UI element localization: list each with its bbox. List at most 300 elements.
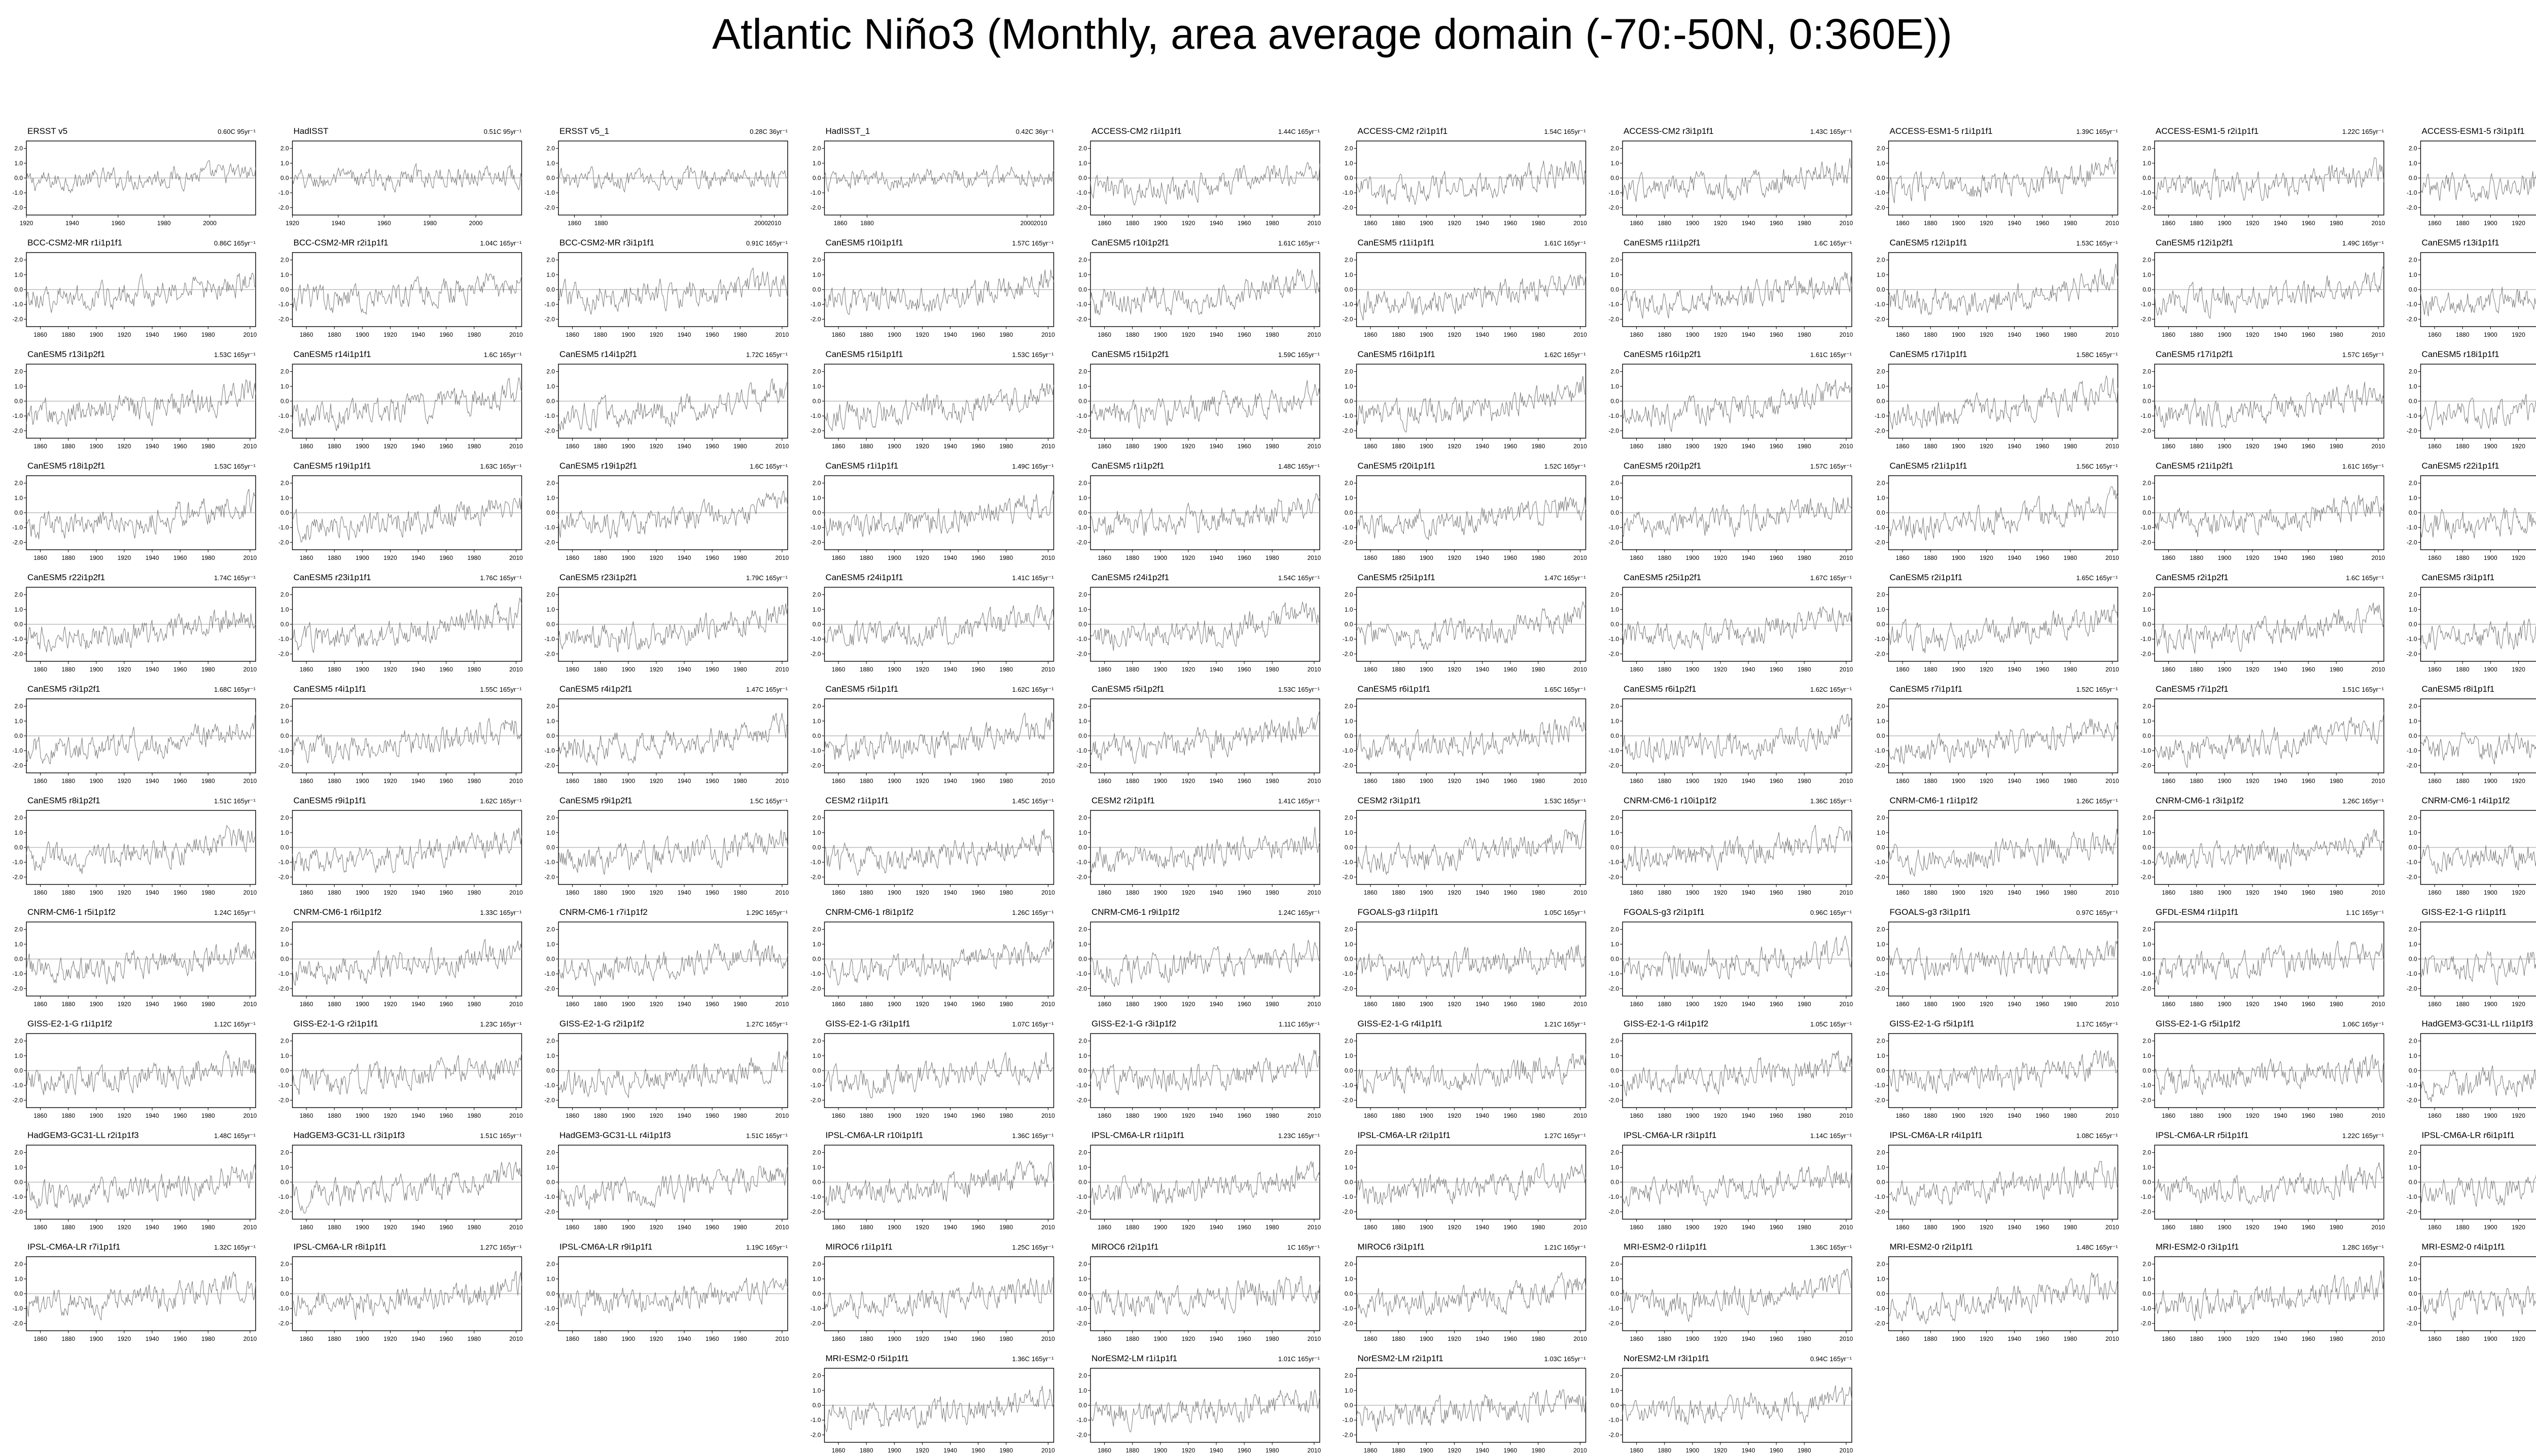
series-line bbox=[2155, 267, 2384, 318]
panel-trend: 1.22C 165yr⁻¹ bbox=[2342, 1132, 2384, 1140]
y-tick-label: -1.0 bbox=[12, 747, 23, 755]
panel bbox=[12, 238, 257, 338]
y-tick-label: 2.0 bbox=[2142, 1037, 2151, 1045]
y-tick-label: 1.0 bbox=[1344, 940, 1353, 948]
series-line bbox=[2421, 1276, 2536, 1321]
x-tick-label: 2010 bbox=[509, 443, 523, 450]
x-tick-label: 1920 bbox=[117, 1001, 131, 1008]
y-tick-label: -2.0 bbox=[2140, 204, 2151, 211]
x-tick-label: 2010 bbox=[1307, 554, 1321, 561]
series-line bbox=[1090, 827, 1320, 872]
y-tick-label: 1.0 bbox=[812, 606, 821, 613]
x-tick-label: 1880 bbox=[2190, 1335, 2204, 1342]
x-tick-label: 2010 bbox=[509, 666, 523, 673]
x-tick-label: 1900 bbox=[1419, 1447, 1433, 1454]
x-tick-label: 1940 bbox=[2007, 889, 2021, 896]
y-tick-label: 0.0 bbox=[2408, 1179, 2417, 1186]
x-tick-label: 1900 bbox=[887, 666, 901, 673]
y-tick-label: -1.0 bbox=[2140, 189, 2151, 197]
y-tick-label: 2.0 bbox=[1344, 1372, 1353, 1379]
x-tick-label: 1980 bbox=[733, 777, 747, 785]
y-tick-label: -2.0 bbox=[544, 427, 555, 435]
panel bbox=[2140, 1019, 2385, 1119]
y-tick-label: 2.0 bbox=[14, 814, 23, 822]
x-tick-label: 1900 bbox=[2483, 889, 2497, 896]
panel-title: IPSL-CM6A-LR r8i1p1f1 bbox=[293, 1242, 386, 1252]
panel-title: ACCESS-CM2 r3i1p1f1 bbox=[1624, 126, 1714, 136]
x-tick-label: 1940 bbox=[2273, 331, 2287, 338]
panel-title: CanESM5 r2i1p2f1 bbox=[2156, 573, 2229, 582]
y-tick-label: 1.0 bbox=[1344, 606, 1353, 613]
x-tick-label: 1940 bbox=[2007, 554, 2021, 561]
x-tick-label: 1900 bbox=[1419, 331, 1433, 338]
y-tick-label: 0.0 bbox=[14, 621, 23, 628]
y-tick-label: -1.0 bbox=[1608, 1305, 1619, 1312]
y-tick-label: 0.0 bbox=[14, 1067, 23, 1074]
x-tick-label: 1960 bbox=[1769, 1001, 1783, 1008]
y-tick-label: 0.0 bbox=[1876, 398, 1885, 405]
series-line bbox=[1889, 157, 2118, 203]
x-tick-label: 1900 bbox=[89, 331, 103, 338]
x-tick-label: 1900 bbox=[887, 554, 901, 561]
panel-title: CanESM5 r8i1p1f1 bbox=[2421, 684, 2495, 694]
x-tick-label: 1960 bbox=[1237, 1335, 1251, 1342]
y-tick-label: -2.0 bbox=[2406, 1096, 2417, 1104]
series-line bbox=[2155, 941, 2384, 985]
y-tick-label: 1.0 bbox=[1610, 159, 1619, 167]
x-tick-label: 1880 bbox=[1125, 1335, 1140, 1342]
x-tick-label: 2010 bbox=[1307, 1112, 1321, 1119]
x-tick-label: 1860 bbox=[1895, 220, 1910, 227]
y-tick-label: -2.0 bbox=[278, 985, 289, 992]
x-tick-label: 1860 bbox=[2162, 666, 2175, 673]
y-tick-label: -2.0 bbox=[12, 762, 23, 769]
x-tick-label: 1900 bbox=[1153, 1001, 1168, 1008]
y-tick-label: -1.0 bbox=[1076, 859, 1087, 866]
panel-trend: 1.62C 165yr⁻¹ bbox=[480, 797, 522, 805]
x-tick-label: 1920 bbox=[1448, 554, 1461, 561]
panel-title: CanESM5 r1i1p1f1 bbox=[825, 461, 899, 471]
x-tick-label: 1900 bbox=[355, 554, 369, 561]
x-tick-label: 1860 bbox=[33, 777, 47, 785]
x-tick-label: 1980 bbox=[2329, 1335, 2343, 1342]
x-tick-label: 1920 bbox=[1980, 666, 1993, 673]
y-tick-label: -1.0 bbox=[2406, 524, 2417, 531]
y-tick-label: -2.0 bbox=[278, 315, 289, 323]
x-tick-label: 2010 bbox=[1573, 443, 1587, 450]
x-tick-label: 1940 bbox=[943, 443, 957, 450]
x-tick-label: 1920 bbox=[1713, 777, 1728, 785]
series-line bbox=[1090, 163, 1320, 205]
y-tick-label: 2.0 bbox=[1610, 256, 1619, 264]
x-tick-label: 2010 bbox=[243, 889, 257, 896]
x-tick-label: 1980 bbox=[1531, 777, 1545, 785]
x-tick-label: 1860 bbox=[33, 554, 47, 561]
panel bbox=[1343, 796, 1587, 896]
series-line bbox=[2155, 713, 2384, 768]
x-tick-label: 1880 bbox=[1923, 1001, 1938, 1008]
y-tick-label: 1.0 bbox=[1078, 1163, 1087, 1171]
panel-title: CanESM5 r21i1p2f1 bbox=[2156, 461, 2234, 471]
x-tick-label: 1900 bbox=[1419, 1224, 1433, 1231]
y-tick-label: -1.0 bbox=[2406, 635, 2417, 643]
series-line bbox=[1357, 1054, 1586, 1094]
panel bbox=[1608, 238, 1853, 338]
y-tick-label: 0.0 bbox=[1876, 1179, 1885, 1186]
panel bbox=[544, 238, 789, 338]
x-tick-label: 1920 bbox=[649, 1112, 663, 1119]
y-tick-label: 2.0 bbox=[546, 368, 555, 375]
x-tick-label: 1940 bbox=[2273, 777, 2287, 785]
y-tick-label: -1.0 bbox=[544, 1193, 555, 1201]
y-tick-label: 0.0 bbox=[2142, 174, 2151, 182]
y-tick-label: 0.0 bbox=[546, 1290, 555, 1297]
x-tick-label: 1980 bbox=[1797, 1447, 1811, 1454]
x-tick-label: 1900 bbox=[2483, 554, 2497, 561]
x-tick-label: 1860 bbox=[299, 1112, 313, 1119]
series-line bbox=[825, 383, 1054, 431]
y-tick-label: -2.0 bbox=[2140, 539, 2151, 546]
y-tick-label: 2.0 bbox=[14, 702, 23, 710]
series-line bbox=[825, 939, 1054, 985]
series-line bbox=[26, 161, 256, 193]
y-tick-label: 0.0 bbox=[2408, 621, 2417, 628]
panel-trend: 1.61C 165yr⁻¹ bbox=[1544, 239, 1586, 247]
x-tick-label: 1920 bbox=[1181, 220, 1195, 227]
x-tick-label: 1900 bbox=[1951, 1001, 1965, 1008]
x-tick-label: 1880 bbox=[1658, 443, 1672, 450]
y-tick-label: 0.0 bbox=[812, 732, 821, 739]
y-tick-label: 1.0 bbox=[546, 382, 555, 390]
x-tick-label: 2010 bbox=[1573, 1112, 1587, 1119]
y-tick-label: -2.0 bbox=[12, 1320, 23, 1327]
y-tick-label: -2.0 bbox=[278, 1096, 289, 1104]
x-tick-label: 1920 bbox=[1980, 1001, 1993, 1008]
x-tick-label: 1940 bbox=[2007, 777, 2021, 785]
y-tick-label: 2.0 bbox=[280, 256, 289, 264]
panel bbox=[278, 907, 523, 1008]
x-tick-label: 1860 bbox=[1895, 331, 1910, 338]
panel-title: MRI-ESM2-0 r1i1p1f1 bbox=[1624, 1242, 1707, 1252]
y-tick-label: 0.0 bbox=[280, 286, 289, 293]
y-tick-label: 2.0 bbox=[546, 256, 555, 264]
y-tick-label: -2.0 bbox=[1076, 1096, 1087, 1104]
x-tick-label: 1900 bbox=[1153, 1224, 1168, 1231]
x-tick-label: 2010 bbox=[2371, 777, 2385, 785]
y-tick-label: 0.0 bbox=[1610, 621, 1619, 628]
x-tick-label: 2010 bbox=[775, 1224, 789, 1231]
y-tick-label: 2.0 bbox=[812, 479, 821, 487]
panel-title: CanESM5 r23i1p2f1 bbox=[559, 573, 638, 582]
x-tick-label: 1960 bbox=[2301, 554, 2315, 561]
series-line bbox=[1357, 717, 1586, 761]
y-tick-label: 2.0 bbox=[546, 1260, 555, 1268]
x-tick-label: 1920 bbox=[1181, 1112, 1195, 1119]
x-tick-label: 1880 bbox=[2455, 889, 2470, 896]
x-tick-label: 1860 bbox=[831, 666, 846, 673]
x-tick-label: 1880 bbox=[61, 331, 76, 338]
x-tick-label: 1920 bbox=[1980, 554, 1993, 561]
x-tick-label: 1900 bbox=[2217, 554, 2232, 561]
y-tick-label: -1.0 bbox=[278, 859, 289, 866]
x-tick-label: 1920 bbox=[117, 554, 131, 561]
series-line bbox=[1623, 497, 1852, 538]
panel-title: CanESM5 r25i1p2f1 bbox=[1624, 573, 1702, 582]
panel bbox=[1608, 1242, 1853, 1342]
x-tick-label: 1960 bbox=[1769, 1335, 1783, 1342]
x-tick-label: 1980 bbox=[1265, 1335, 1279, 1342]
x-tick-label: 1920 bbox=[117, 443, 131, 450]
series-line bbox=[2421, 267, 2536, 316]
x-tick-label: 1920 bbox=[649, 1224, 663, 1231]
x-tick-label: 2010 bbox=[1041, 1335, 1055, 1342]
panel-title: CanESM5 r16i1p1f1 bbox=[1357, 349, 1435, 359]
x-tick-label: 1920 bbox=[383, 1335, 397, 1342]
x-tick-label: 1880 bbox=[1658, 777, 1672, 785]
x-tick-label: 1960 bbox=[1503, 1001, 1518, 1008]
x-tick-label: 1880 bbox=[61, 1112, 76, 1119]
y-tick-label: -2.0 bbox=[12, 315, 23, 323]
y-tick-label: 1.0 bbox=[812, 159, 821, 167]
x-tick-label: 1860 bbox=[831, 1224, 846, 1231]
x-tick-label: 1900 bbox=[887, 1447, 901, 1454]
y-tick-label: 0.0 bbox=[812, 1402, 821, 1409]
panel bbox=[2140, 349, 2385, 450]
y-tick-label: -1.0 bbox=[1342, 747, 1353, 755]
panel-title: GISS-E2-1-G r2i1p1f1 bbox=[293, 1019, 378, 1028]
y-tick-label: 2.0 bbox=[14, 145, 23, 152]
y-tick-label: 1.0 bbox=[2142, 494, 2151, 502]
panel-title: CanESM5 r20i1p2f1 bbox=[1624, 461, 1702, 471]
x-tick-label: 1920 bbox=[1181, 889, 1195, 896]
y-tick-label: -2.0 bbox=[1076, 1208, 1087, 1216]
panel bbox=[811, 238, 1055, 338]
panel bbox=[811, 1242, 1055, 1342]
y-tick-label: -2.0 bbox=[12, 985, 23, 992]
x-tick-label: 1900 bbox=[1685, 331, 1700, 338]
y-tick-label: -1.0 bbox=[278, 635, 289, 643]
y-tick-label: -1.0 bbox=[1874, 1193, 1885, 1201]
y-tick-label: -2.0 bbox=[544, 1096, 555, 1104]
y-tick-label: 0.0 bbox=[546, 621, 555, 628]
panel bbox=[811, 573, 1055, 673]
y-tick-label: 0.0 bbox=[546, 509, 555, 516]
y-tick-label: 0.0 bbox=[1078, 398, 1087, 405]
x-tick-label: 1880 bbox=[1658, 1112, 1672, 1119]
x-tick-label: 1880 bbox=[327, 331, 341, 338]
y-tick-label: -1.0 bbox=[1076, 747, 1087, 755]
y-tick-label: 1.0 bbox=[1078, 1275, 1087, 1283]
y-tick-label: 2.0 bbox=[2142, 368, 2151, 375]
panel-trend: 1.39C 165yr⁻¹ bbox=[2076, 128, 2118, 135]
x-tick-label: 1960 bbox=[173, 331, 187, 338]
y-tick-label: -2.0 bbox=[2406, 315, 2417, 323]
panel bbox=[811, 1019, 1055, 1119]
y-tick-label: 1.0 bbox=[1344, 159, 1353, 167]
x-tick-label: 1920 bbox=[2245, 220, 2260, 227]
x-tick-label: 1880 bbox=[1391, 777, 1405, 785]
y-tick-label: 0.0 bbox=[280, 955, 289, 963]
panel bbox=[2407, 684, 2536, 785]
panel-trend: 1.74C 165yr⁻¹ bbox=[214, 574, 256, 582]
x-tick-label: 1980 bbox=[1797, 889, 1811, 896]
x-tick-label: 2010 bbox=[1573, 1001, 1587, 1008]
y-tick-label: 2.0 bbox=[812, 1260, 821, 1268]
series-line bbox=[2155, 158, 2384, 200]
x-tick-label: 1920 bbox=[383, 1112, 397, 1119]
panel bbox=[1875, 1130, 2119, 1231]
panel-trend: 1.1C 165yr⁻¹ bbox=[2346, 909, 2384, 916]
x-tick-label: 1980 bbox=[999, 889, 1013, 896]
x-tick-label: 2010 bbox=[1041, 1447, 1055, 1454]
y-tick-label: 0.0 bbox=[1078, 1402, 1087, 1409]
x-tick-label: 1980 bbox=[1265, 331, 1279, 338]
y-tick-label: -2.0 bbox=[12, 873, 23, 881]
x-tick-label: 1860 bbox=[299, 554, 313, 561]
y-tick-label: 2.0 bbox=[2408, 1037, 2417, 1045]
x-tick-label: 1920 bbox=[117, 1112, 131, 1119]
x-tick-label: 1860 bbox=[566, 1001, 579, 1008]
panel-title: GISS-E2-1-G r5i1p1f2 bbox=[2156, 1019, 2241, 1028]
series-line bbox=[558, 1051, 788, 1098]
y-tick-label: 0.0 bbox=[14, 955, 23, 963]
x-tick-label: 2010 bbox=[243, 1112, 257, 1119]
y-tick-label: 1.0 bbox=[14, 829, 23, 836]
y-tick-label: -1.0 bbox=[278, 412, 289, 420]
series-line bbox=[26, 273, 256, 313]
panel-trend: 1.57C 165yr⁻¹ bbox=[1012, 239, 1054, 247]
series-line bbox=[1889, 1161, 2118, 1205]
x-tick-label: 1960 bbox=[2035, 1335, 2050, 1342]
y-tick-label: -1.0 bbox=[2406, 1305, 2417, 1312]
y-tick-label: 1.0 bbox=[1610, 829, 1619, 836]
x-tick-label: 2010 bbox=[1307, 331, 1321, 338]
y-tick-label: -2.0 bbox=[810, 315, 821, 323]
y-tick-label: 2.0 bbox=[1078, 814, 1087, 822]
y-tick-label: -2.0 bbox=[1342, 650, 1353, 658]
panel-trend: 1.45C 165yr⁻¹ bbox=[1012, 797, 1054, 805]
y-tick-label: 1.0 bbox=[1610, 1163, 1619, 1171]
x-tick-label: 1900 bbox=[1951, 1112, 1965, 1119]
x-tick-label: 1920 bbox=[1713, 889, 1728, 896]
panel-title: CNRM-CM6-1 r10i1p1f2 bbox=[1624, 796, 1717, 805]
series-line bbox=[1090, 1390, 1320, 1432]
panel bbox=[544, 126, 788, 227]
x-tick-label: 2010 bbox=[1307, 777, 1321, 785]
x-tick-label: 1900 bbox=[1419, 443, 1433, 450]
panel-trend: 1.04C 165yr⁻¹ bbox=[480, 239, 522, 247]
y-tick-label: 0.0 bbox=[2408, 398, 2417, 405]
x-tick-label: 1980 bbox=[2063, 443, 2077, 450]
panel bbox=[12, 1019, 257, 1119]
x-tick-label: 1980 bbox=[2329, 1224, 2343, 1231]
y-tick-label: -1.0 bbox=[544, 747, 555, 755]
y-tick-label: 0.0 bbox=[1344, 621, 1353, 628]
y-tick-label: 1.0 bbox=[1610, 606, 1619, 613]
y-tick-label: -1.0 bbox=[1076, 1193, 1087, 1201]
x-tick-label: 1960 bbox=[1237, 1112, 1251, 1119]
x-tick-label: 1900 bbox=[887, 777, 901, 785]
y-tick-label: 0.0 bbox=[1344, 732, 1353, 739]
series-line bbox=[1090, 602, 1320, 651]
x-tick-label: 1940 bbox=[677, 331, 691, 338]
x-tick-label: 1860 bbox=[33, 666, 47, 673]
y-tick-label: 0.0 bbox=[14, 174, 23, 182]
x-tick-label: 1920 bbox=[649, 889, 663, 896]
x-tick-label: 1860 bbox=[1363, 331, 1378, 338]
x-tick-label: 1880 bbox=[1125, 443, 1140, 450]
x-tick-label: 1880 bbox=[1658, 220, 1672, 227]
x-tick-label: 2010 bbox=[2371, 889, 2385, 896]
panel-trend: 1.23C 165yr⁻¹ bbox=[1278, 1132, 1320, 1140]
x-tick-label: 1860 bbox=[2427, 1335, 2442, 1342]
x-tick-label: 1960 bbox=[1769, 1112, 1783, 1119]
panel-title: MRI-ESM2-0 r5i1p1f1 bbox=[825, 1354, 909, 1363]
x-tick-label: 1960 bbox=[2035, 220, 2050, 227]
x-tick-label: 1920 bbox=[2512, 331, 2525, 338]
page-title: Atlantic Niño3 (Monthly, area average domain (-70:-50N, 0:360E)) bbox=[712, 10, 1952, 58]
y-tick-label: 2.0 bbox=[1876, 479, 1885, 487]
x-tick-label: 1860 bbox=[566, 331, 579, 338]
y-tick-label: -2.0 bbox=[1076, 204, 1087, 211]
y-tick-label: 2.0 bbox=[2142, 591, 2151, 598]
panel bbox=[1608, 907, 1853, 1008]
panel-title: CanESM5 r10i1p2f1 bbox=[1091, 238, 1170, 247]
x-tick-label: 1900 bbox=[1951, 777, 1965, 785]
x-tick-label: 1900 bbox=[621, 554, 636, 561]
y-tick-label: -2.0 bbox=[544, 1320, 555, 1327]
x-tick-label: 1940 bbox=[677, 1001, 691, 1008]
x-tick-label: 1940 bbox=[1741, 1001, 1755, 1008]
y-tick-label: -1.0 bbox=[2406, 859, 2417, 866]
x-tick-label: 2010 bbox=[1041, 443, 1055, 450]
panel bbox=[811, 1354, 1055, 1454]
panel-title: IPSL-CM6A-LR r3i1p1f1 bbox=[1624, 1130, 1717, 1140]
y-tick-label: 0.0 bbox=[1344, 955, 1353, 963]
panel bbox=[1343, 1019, 1587, 1119]
series-line bbox=[293, 496, 522, 542]
x-tick-label: 1920 bbox=[2512, 220, 2525, 227]
x-tick-label: 1920 bbox=[1181, 777, 1195, 785]
y-tick-label: 0.0 bbox=[812, 844, 821, 851]
x-tick-label: 1940 bbox=[145, 554, 159, 561]
x-tick-label: 1920 bbox=[2245, 1112, 2260, 1119]
y-tick-label: 0.0 bbox=[1876, 286, 1885, 293]
series-line bbox=[26, 489, 256, 539]
series-line bbox=[1090, 269, 1320, 315]
x-tick-label: 1860 bbox=[2427, 1112, 2442, 1119]
y-tick-label: 1.0 bbox=[546, 271, 555, 278]
panel-title: MRI-ESM2-0 r3i1p1f1 bbox=[2156, 1242, 2239, 1252]
y-tick-label: -1.0 bbox=[1076, 635, 1087, 643]
x-tick-label: 1940 bbox=[1209, 1447, 1223, 1454]
x-tick-label: 1880 bbox=[1391, 1001, 1405, 1008]
series-line bbox=[1090, 1161, 1320, 1205]
panel bbox=[278, 1130, 523, 1231]
x-tick-label: 1980 bbox=[423, 220, 437, 227]
x-tick-label: 1880 bbox=[593, 889, 608, 896]
x-tick-label: 1860 bbox=[831, 1447, 846, 1454]
panel bbox=[2407, 126, 2536, 227]
y-tick-label: 2.0 bbox=[546, 479, 555, 487]
y-tick-label: -1.0 bbox=[12, 1193, 23, 1201]
panel-trend: 1.36C 165yr⁻¹ bbox=[1012, 1355, 1054, 1363]
x-tick-label: 1880 bbox=[1923, 666, 1938, 673]
x-tick-label: 1940 bbox=[677, 1224, 691, 1231]
y-tick-label: -2.0 bbox=[1608, 762, 1619, 769]
x-tick-label: 1940 bbox=[1741, 666, 1755, 673]
x-tick-label: 1860 bbox=[1630, 554, 1643, 561]
